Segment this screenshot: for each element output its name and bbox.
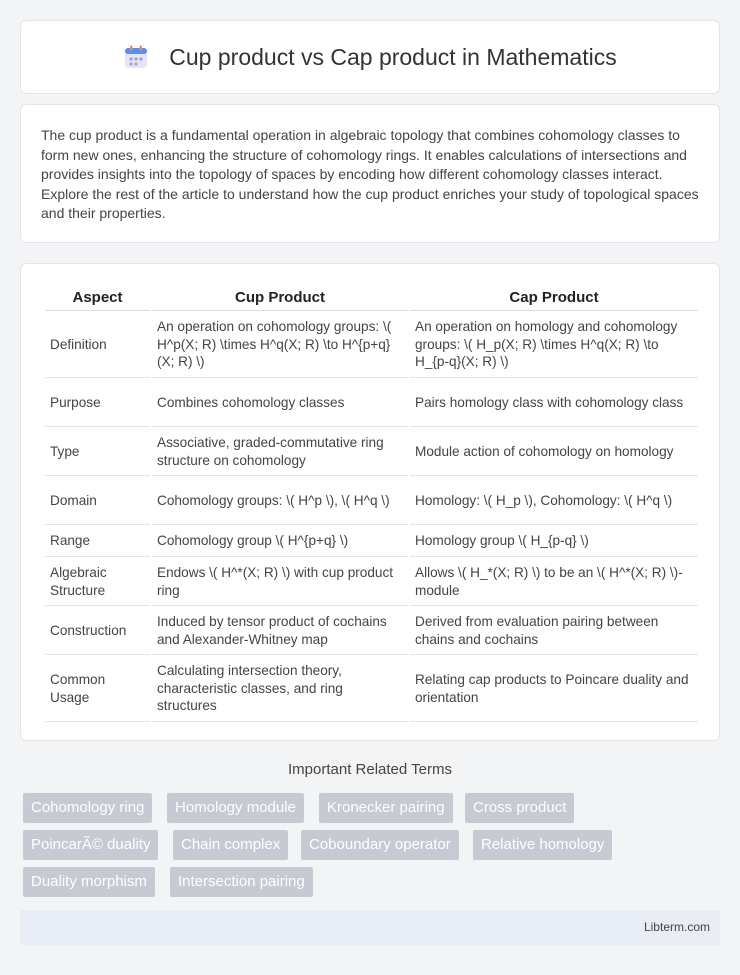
row-cap-value: Homology group \( H_{p-q} \) (410, 526, 698, 557)
table-row (45, 526, 698, 557)
row-cup-value: Cohomology group \( H^{p+q} \) (152, 526, 408, 557)
row-cup-value: Endows \( H^*(X; R) \) with cup product ring (152, 558, 408, 606)
footer (20, 910, 720, 945)
row-cap-value: Pairs homology class with cohomology class (410, 379, 698, 427)
related-terms-title: Important Related Terms (288, 761, 452, 778)
calendar-app-icon (123, 44, 149, 70)
intro-text: The cup product is a fundamental operation in algebraic topology that combines cohomology classes to form new ones, enhancing the structure of cohomology rings. It enables calculations of intersections and provides insights into the topology of spaces by encoding how different cohomology classes interact. Explore the rest of the article to understand how the cup product enriches your study of topological spaces and their properties. (41, 127, 699, 222)
intro-card (20, 104, 720, 243)
row-aspect: Range (45, 526, 150, 557)
row-cup-value: Induced by tensor product of cochains and Alexander-Whitney map (152, 607, 408, 655)
row-aspect: Common Usage (45, 656, 150, 722)
tag-poincare-duality[interactable]: PoincarÃ© duality (23, 830, 158, 860)
comparison-table-card (20, 263, 720, 741)
row-aspect: Domain (45, 477, 150, 525)
tag-chain-complex[interactable]: Chain complex (173, 830, 288, 860)
row-aspect: Construction (45, 607, 150, 655)
tag-intersection-pairing[interactable]: Intersection pairing (170, 867, 313, 897)
tag-cohomology-ring[interactable]: Cohomology ring (23, 793, 152, 823)
row-cap-value: Relating cap products to Poincare duality and orientation (410, 656, 698, 722)
table-row (45, 656, 698, 722)
tag-relative-homology[interactable]: Relative homology (473, 830, 612, 860)
table-row (45, 558, 698, 606)
row-cup-value: An operation on cohomology groups: \( H^p(X; R) \times H^q(X; R) \to H^{p+q}(X; R) \) (152, 312, 408, 378)
table-row (45, 477, 698, 525)
row-cup-value: Combines cohomology classes (152, 379, 408, 427)
table-row (45, 607, 698, 655)
row-cup-value: Associative, graded-commutative ring structure on cohomology (152, 428, 408, 476)
tag-kronecker-pairing[interactable]: Kronecker pairing (319, 793, 453, 823)
row-aspect: Purpose (45, 379, 150, 427)
table-header-row (45, 285, 698, 311)
table-row (45, 312, 698, 378)
tag-cross-product[interactable]: Cross product (465, 793, 574, 823)
row-cap-value: Homology: \( H_p \), Cohomology: \( H^q \) (410, 477, 698, 525)
tag-homology-module[interactable]: Homology module (167, 793, 304, 823)
tag-coboundary-operator[interactable]: Coboundary operator (301, 830, 459, 860)
row-cap-value: An operation on homology and cohomology groups: \( H_p(X; R) \times H^q(X; R) \to H_{p-q}(X; R) \) (410, 312, 698, 378)
row-aspect: Type (45, 428, 150, 476)
column-header-aspect: Aspect (45, 285, 150, 311)
tag-duality-morphism[interactable]: Duality morphism (23, 867, 155, 897)
footer-site-link[interactable]: Libterm.com (643, 920, 710, 934)
row-cup-value: Calculating intersection theory, characteristic classes, and ring structures (152, 656, 408, 722)
row-cap-value: Module action of cohomology on homology (410, 428, 698, 476)
row-cap-value: Derived from evaluation pairing between chains and cochains (410, 607, 698, 655)
row-aspect: Definition (45, 312, 150, 378)
table-row (45, 379, 698, 427)
header-card (20, 20, 720, 94)
column-header-cup-product: Cup Product (152, 285, 408, 311)
row-cup-value: Cohomology groups: \( H^p \), \( H^q \) (152, 477, 408, 525)
column-header-cap-product: Cap Product (410, 285, 698, 311)
row-aspect: Algebraic Structure (45, 558, 150, 606)
table-row (45, 428, 698, 476)
comparison-table (43, 284, 700, 723)
row-cap-value: Allows \( H_*(X; R) \) to be an \( H^*(X; R) \)-module (410, 558, 698, 606)
page-title: Cup product vs Cap product in Mathematics (169, 43, 617, 70)
